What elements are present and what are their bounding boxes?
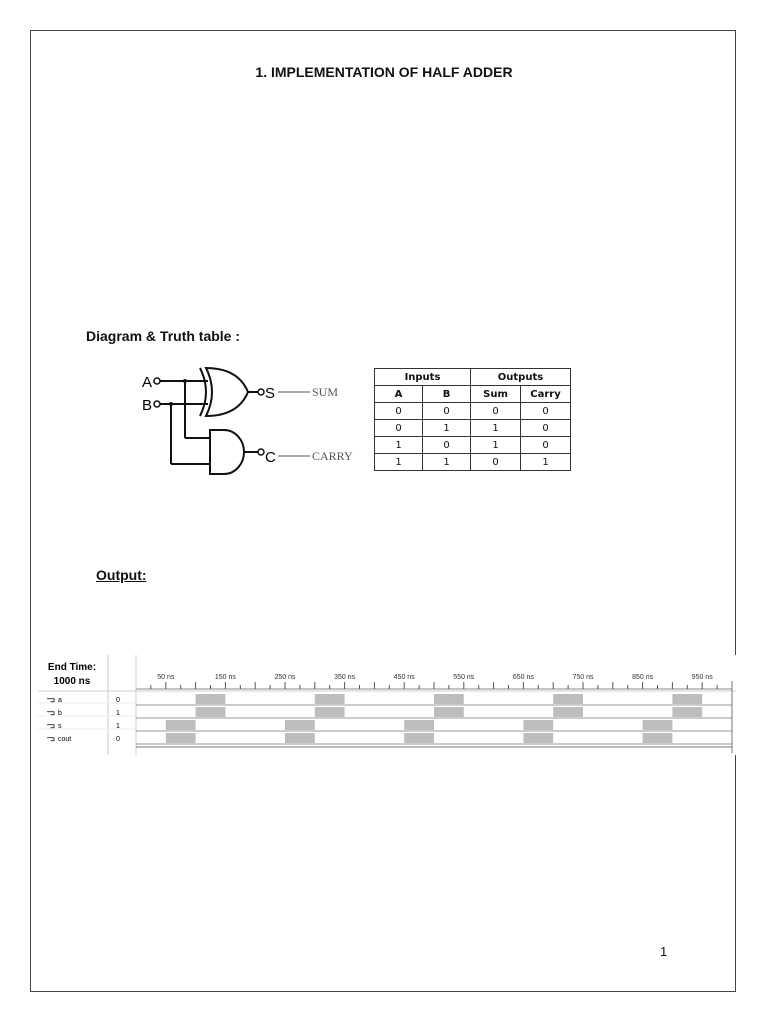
output-s-label: S <box>265 385 276 402</box>
end-time-value: 1000 ns <box>53 676 91 687</box>
table-group-inputs: Inputs <box>375 369 471 386</box>
signal-high-segment <box>166 733 196 743</box>
signal-high-segment <box>196 694 226 704</box>
signal-name: a <box>58 697 62 704</box>
table-row <box>375 403 571 420</box>
page-number: 1 <box>660 944 668 959</box>
table-cell: 1 <box>423 420 471 437</box>
signal-high-segment <box>672 707 702 717</box>
time-label: 550 ns <box>453 674 475 681</box>
signal-high-segment <box>404 733 434 743</box>
signal-name: b <box>58 710 62 717</box>
table-row <box>375 454 571 471</box>
sum-label: SUM <box>312 385 339 399</box>
table-cell: 0 <box>471 403 521 420</box>
table-header: Sum <box>471 386 521 403</box>
table-cell: 0 <box>375 420 423 437</box>
signal-high-segment <box>315 694 345 704</box>
time-label: 650 ns <box>512 674 534 681</box>
signal-value: 1 <box>116 723 120 730</box>
truth-table <box>374 368 571 471</box>
end-time-label: End Time: <box>47 662 97 673</box>
time-label: 950 ns <box>691 674 713 681</box>
table-cell: 0 <box>423 437 471 454</box>
time-label: 850 ns <box>632 674 654 681</box>
table-cell: 1 <box>521 454 571 471</box>
signal-value: 0 <box>116 736 120 743</box>
table-row <box>375 420 571 437</box>
page-title: 1. IMPLEMENTATION OF HALF ADDER <box>255 64 513 80</box>
table-group-outputs: Outputs <box>471 369 571 386</box>
signal-icon: ⫎ <box>47 722 55 730</box>
table-cell: 0 <box>521 420 571 437</box>
signal-name: cout <box>58 736 72 743</box>
table-row <box>375 437 571 454</box>
signal-high-segment <box>315 707 345 717</box>
signal-high-segment <box>404 720 434 730</box>
signal-high-segment <box>523 720 553 730</box>
signal-value: 1 <box>116 710 120 717</box>
table-cell: 0 <box>521 403 571 420</box>
half-adder-circuit <box>138 360 368 485</box>
table-header: A <box>375 386 423 403</box>
table-cell: 1 <box>471 420 521 437</box>
signal-name: s <box>58 723 62 730</box>
signal-high-segment <box>553 694 583 704</box>
signal-high-segment <box>643 720 673 730</box>
signal-high-segment <box>523 733 553 743</box>
signal-icon: ⫎ <box>47 696 55 704</box>
table-cell: 1 <box>375 454 423 471</box>
signal-high-segment <box>196 707 226 717</box>
signal-high-segment <box>434 707 464 717</box>
signal-high-segment <box>285 720 315 730</box>
time-label: 750 ns <box>572 674 594 681</box>
signal-value: 0 <box>116 697 120 704</box>
signal-high-segment <box>553 707 583 717</box>
input-a-label: A <box>142 374 153 391</box>
time-label: 250 ns <box>274 674 296 681</box>
signal-high-segment <box>285 733 315 743</box>
time-label: 350 ns <box>334 674 356 681</box>
table-header: Carry <box>521 386 571 403</box>
signal-high-segment <box>672 694 702 704</box>
signal-high-segment <box>643 733 673 743</box>
table-cell: 0 <box>471 454 521 471</box>
table-cell: 1 <box>375 437 423 454</box>
table-header: B <box>423 386 471 403</box>
section-heading-output: Output: <box>96 567 147 583</box>
table-cell: 1 <box>471 437 521 454</box>
section-heading-diagram: Diagram & Truth table : <box>86 328 241 344</box>
signal-high-segment <box>434 694 464 704</box>
simulation-waveform <box>38 655 736 755</box>
signal-icon: ⫎ <box>47 709 55 717</box>
signal-icon: ⫎ <box>47 735 55 743</box>
output-c-label: C <box>265 449 276 466</box>
page-border <box>30 30 736 992</box>
table-cell: 0 <box>375 403 423 420</box>
time-label: 150 ns <box>214 674 236 681</box>
table-cell: 0 <box>521 437 571 454</box>
time-label: 450 ns <box>393 674 415 681</box>
input-b-label: B <box>142 397 153 414</box>
table-cell: 1 <box>423 454 471 471</box>
signal-high-segment <box>166 720 196 730</box>
time-label: 50 ns <box>157 674 175 681</box>
carry-label: CARRY <box>312 449 353 463</box>
table-cell: 0 <box>423 403 471 420</box>
